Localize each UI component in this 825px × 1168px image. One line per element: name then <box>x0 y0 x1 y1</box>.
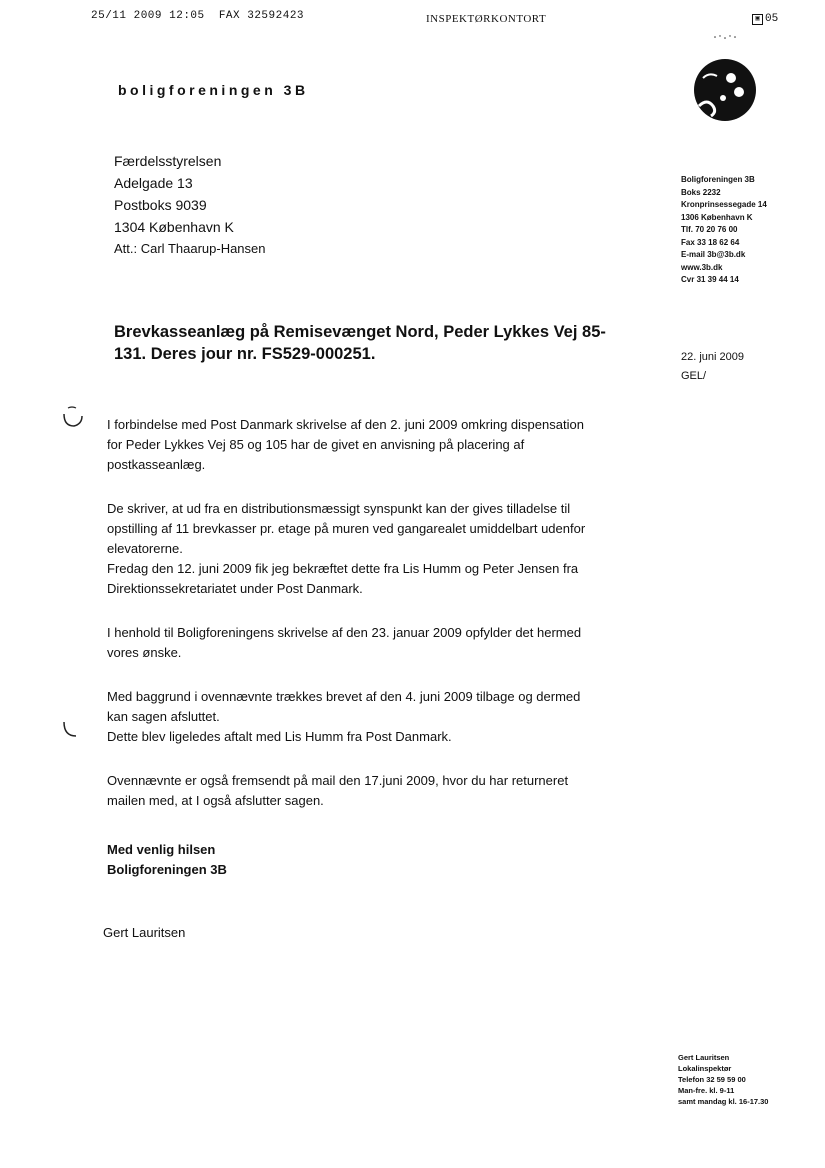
body-line: elevatorerne. <box>107 541 183 556</box>
body-line: opstilling af 11 brevkasser pr. etage på muren ved gangarealet umiddelbart udenfor <box>107 521 586 536</box>
body-line: De skriver, at ud fra en distributionsmæssigt synspunkt kan der gives tilladelse til <box>107 501 571 516</box>
body-paragraph <box>107 415 667 475</box>
fax-header-office: INSPEKTØRKONTORT <box>426 13 547 25</box>
sender-line: 1306 København K <box>681 212 753 222</box>
page-box-icon: ▣ <box>752 14 763 25</box>
sender-line: Tlf. 70 20 76 00 <box>681 225 738 234</box>
body-line: kan sagen afsluttet. <box>107 709 220 724</box>
footer-line: Gert Lauritsen <box>678 1053 730 1062</box>
letterhead-org-name: boligforeningen 3B <box>118 82 309 98</box>
body-line: Dette blev ligeledes aftalt med Lis Humm fra Post Danmark. <box>107 729 452 744</box>
closing-org: Boligforeningen 3B <box>107 862 227 877</box>
organization-logo-icon <box>693 58 757 122</box>
signer-name: Gert Lauritsen <box>103 925 186 940</box>
sender-info <box>681 174 767 287</box>
body-paragraph <box>107 771 667 811</box>
letter-subject <box>114 321 644 365</box>
recipient-line: 1304 København K <box>114 219 234 235</box>
footer-line: samt mandag kl. 16-17.30 <box>678 1097 769 1106</box>
letter-initials: GEL/ <box>681 370 707 382</box>
letter-date: 22. juni 2009 <box>681 351 744 363</box>
fax-header-datetime: 25/11 2009 12:05 FAX 32592423 <box>91 10 305 22</box>
body-paragraph <box>107 499 667 599</box>
sender-line: Cvr 31 39 44 14 <box>681 275 739 284</box>
footer-line: Telefon 32 59 59 00 <box>678 1075 746 1084</box>
letter-closing <box>107 840 227 880</box>
sender-line: Kronprinsessegade 14 <box>681 200 767 209</box>
subject-line: 131. Deres jour nr. FS529-000251. <box>114 345 376 363</box>
body-line: Ovennævnte er også fremsendt på mail den 17.juni 2009, hvor du har returneret <box>107 773 569 788</box>
punch-hole-mark-icon <box>60 404 84 430</box>
recipient-line: Adelgade 13 <box>114 175 193 191</box>
sender-line: Boks 2232 <box>681 187 721 197</box>
recipient-attention: Att.: Carl Thaarup-Hansen <box>114 241 266 256</box>
fax-header-page <box>752 13 778 25</box>
body-line: Fredag den 12. juni 2009 fik jeg bekræftet dette fra Lis Humm og Peter Jensen fra <box>107 561 579 576</box>
body-line: I forbindelse med Post Danmark skrivelse af den 2. juni 2009 omkring dispensation <box>107 417 584 432</box>
body-paragraph <box>107 687 667 747</box>
punch-hole-mark-icon <box>60 718 84 744</box>
footer-line: Lokalinspektør <box>678 1064 732 1073</box>
sender-line: www.3b.dk <box>681 262 723 272</box>
body-line: Direktionssekretariatet under Post Danmark. <box>107 581 363 596</box>
recipient-line: Postboks 9039 <box>114 197 207 213</box>
letter-body <box>107 415 667 811</box>
body-line: mailen med, at I også afslutter sagen. <box>107 793 324 808</box>
body-line: vores ønske. <box>107 645 182 660</box>
recipient-address <box>114 150 266 260</box>
body-paragraph <box>107 623 667 663</box>
sender-line: Fax 33 18 62 64 <box>681 237 740 247</box>
recipient-line: Færdelsstyrelsen <box>114 153 222 169</box>
sender-line: Boligforeningen 3B <box>681 175 755 184</box>
letter-meta <box>681 348 744 386</box>
contact-footer <box>678 1052 768 1107</box>
fax-noise-marks <box>712 33 740 41</box>
subject-line: Brevkasseanlæg på Remisevænget Nord, Peder Lykkes Vej 85- <box>114 323 606 341</box>
sender-line: E-mail 3b@3b.dk <box>681 250 746 259</box>
body-line: Med baggrund i ovennævnte trækkes brevet af den 4. juni 2009 tilbage og dermed <box>107 689 581 704</box>
fax-page-number: 05 <box>765 13 779 25</box>
body-line: for Peder Lykkes Vej 85 og 105 har de givet en anvisning på placering af <box>107 437 525 452</box>
body-line: postkasseanlæg. <box>107 457 206 472</box>
closing-greeting: Med venlig hilsen <box>107 842 216 857</box>
body-line: I henhold til Boligforeningens skrivelse af den 23. januar 2009 opfylder det hermed <box>107 625 582 640</box>
footer-line: Man-fre. kl. 9-11 <box>678 1086 735 1095</box>
